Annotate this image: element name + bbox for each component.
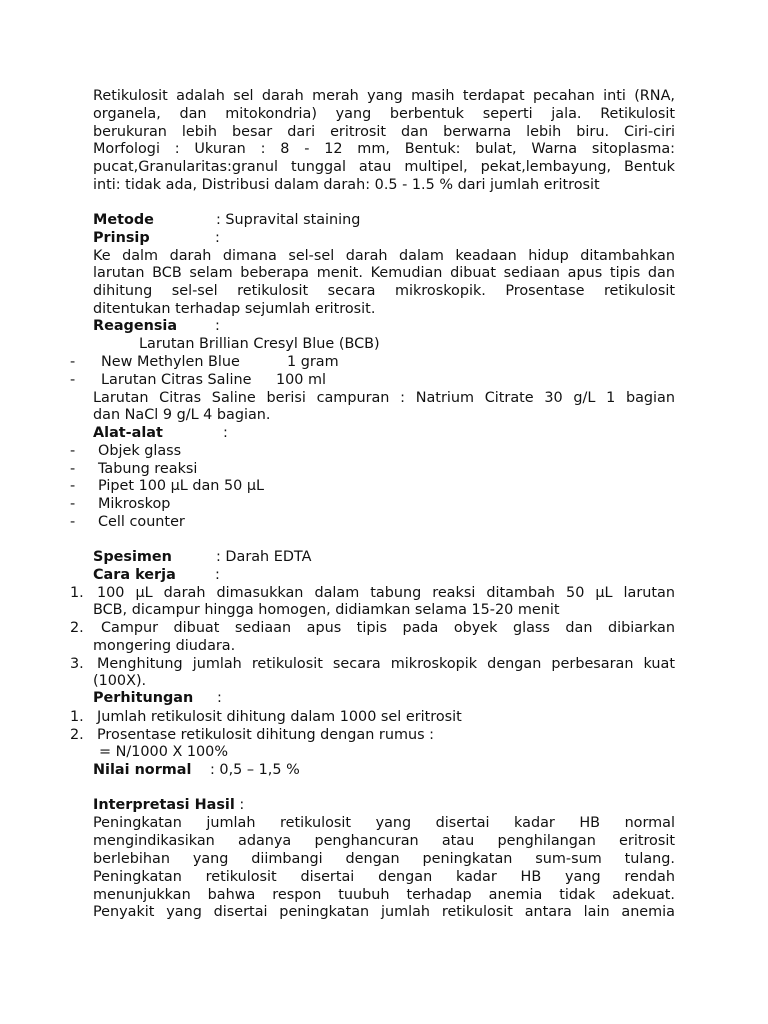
intro-line: pucat,Granularitas:granul tunggal atau multipel, pekat,lembayung, Bentuk — [93, 159, 675, 175]
interpretasi-label: Interpretasi Hasil — [93, 797, 235, 813]
interpretasi-line: Peningkatan retikulosit disertai dengan kadar HB yang rendah — [93, 869, 675, 885]
reagensia-label: Reagensia — [93, 318, 178, 334]
alat-item-text: Pipet 100 µL dan 50 µL — [98, 478, 265, 494]
step-number: 2. — [70, 620, 84, 636]
cara-kerja-label: Cara kerja — [93, 567, 176, 583]
step-line: 100 µL darah dimasukkan dalam tabung reaksi ditambah 50 µL larutan — [97, 585, 675, 601]
perhitungan-formula: = N/1000 X 100% — [99, 744, 229, 760]
spesimen-value: : Darah EDTA — [216, 549, 312, 565]
prinsip-label: Prinsip — [93, 230, 150, 246]
interpretasi-line: Peningkatan jumlah retikulosit yang disertai kadar HB normal — [93, 815, 675, 831]
bullet-dash: - — [70, 478, 76, 494]
spesimen-row — [93, 549, 311, 567]
alat-row — [93, 425, 228, 443]
step-line: Menghitung jumlah retikulosit secara mikroskopik dengan perbesaran kuat — [97, 656, 675, 672]
cara-kerja-row — [93, 567, 220, 585]
reagensia-main: Larutan Brillian Cresyl Blue (BCB) — [139, 336, 380, 352]
bullet-dash: - — [70, 372, 76, 388]
bullet-dash: - — [70, 354, 76, 370]
reagensia-note-line: Larutan Citras Saline berisi campuran : Natrium Citrate 30 g/L 1 bagian — [93, 390, 675, 406]
alat-item-text: Tabung reaksi — [98, 461, 198, 477]
reagensia-item-qty: 100 ml — [276, 372, 327, 388]
perhitungan-step: Jumlah retikulosit dihitung dalam 1000 sel eritrosit — [97, 709, 462, 725]
interpretasi-line: berlebihan yang diimbangi dengan peningkatan sum-sum tulang. — [93, 851, 675, 867]
step-line: (100X). — [93, 673, 147, 689]
prinsip-line: ditentukan terhadap sejumlah eritrosit. — [93, 301, 376, 317]
reagensia-note-line: dan NaCl 9 g/L 4 bagian. — [93, 407, 271, 423]
alat-item-text: Objek glass — [98, 443, 182, 459]
interpretasi-row — [93, 797, 244, 815]
alat-item-text: Cell counter — [98, 514, 185, 530]
prinsip-line: dihitung sel-sel retikulosit secara mikroskopik. Prosentase retikulosit — [93, 283, 675, 299]
metode-label: Metode — [93, 212, 154, 228]
bullet-dash: - — [70, 461, 76, 477]
intro-line: inti: tidak ada, Distribusi dalam darah: 0.5 - 1.5 % dari jumlah eritrosit — [93, 177, 600, 193]
step-number: 3. — [70, 656, 84, 672]
perhitungan-step: Prosentase retikulosit dihitung dengan rumus : — [97, 727, 435, 743]
nilai-normal-value: : 0,5 – 1,5 % — [210, 762, 300, 778]
prinsip-colon: : — [215, 230, 220, 246]
perhitungan-colon: : — [217, 690, 222, 706]
metode-row — [93, 212, 360, 230]
step-number: 2. — [70, 727, 84, 743]
intro-line: Morfologi : Ukuran : 8 - 12 mm, Bentuk: bulat, Warna sitoplasma: — [93, 141, 675, 157]
step-line: Campur dibuat sediaan apus tipis pada obyek glass dan dibiarkan — [101, 620, 675, 636]
alat-label: Alat-alat — [93, 425, 163, 441]
reagensia-item-name: Larutan Citras Saline — [101, 372, 252, 388]
nilai-normal-label: Nilai normal — [93, 762, 192, 778]
reagensia-item-name: New Methylen Blue — [101, 354, 240, 370]
reagensia-row — [93, 318, 220, 336]
step-line: BCB, dicampur hingga homogen, didiamkan selama 15-20 menit — [93, 602, 560, 618]
reagensia-colon: : — [215, 318, 220, 334]
cara-kerja-colon: : — [215, 567, 220, 583]
intro-line: berukuran lebih besar dari eritrosit dan berwarna lebih biru. Ciri-ciri — [93, 124, 675, 140]
interpretasi-line: mengindikasikan adanya penghancuran atau penghilangan eritrosit — [93, 833, 675, 849]
bullet-dash: - — [70, 496, 76, 512]
bullet-dash: - — [70, 443, 76, 459]
nilai-normal-row — [93, 762, 300, 780]
perhitungan-label: Perhitungan — [93, 690, 194, 706]
step-number: 1. — [70, 585, 84, 601]
metode-value: : Supravital staining — [216, 212, 361, 228]
prinsip-line: larutan BCB selam beberapa menit. Kemudian dibuat sediaan apus tipis dan — [93, 265, 675, 281]
interpretasi-line: menunjukkan bahwa respon tuubuh terhadap anemia tidak adekuat. — [93, 887, 675, 903]
interpretasi-colon: : — [239, 797, 245, 813]
prinsip-line: Ke dalm darah dimana sel-sel darah dalam keadaan hidup ditambahkan — [93, 248, 675, 264]
alat-colon: : — [223, 425, 228, 441]
reagensia-item-qty: 1 gram — [287, 354, 339, 370]
bullet-dash: - — [70, 514, 76, 530]
interpretasi-line: Penyakit yang disertai peningkatan jumlah retikulosit antara lain anemia — [93, 904, 675, 920]
spesimen-label: Spesimen — [93, 549, 172, 565]
intro-line: Retikulosit adalah sel darah merah yang masih terdapat pecahan inti (RNA, — [93, 88, 675, 104]
alat-item-text: Mikroskop — [98, 496, 171, 512]
intro-line: organela, dan mitokondria) yang berbentuk seperti jala. Retikulosit — [93, 106, 675, 122]
step-number: 1. — [70, 709, 84, 725]
step-line: mongering diudara. — [93, 638, 236, 654]
prinsip-row — [93, 230, 220, 248]
perhitungan-row — [93, 690, 222, 708]
